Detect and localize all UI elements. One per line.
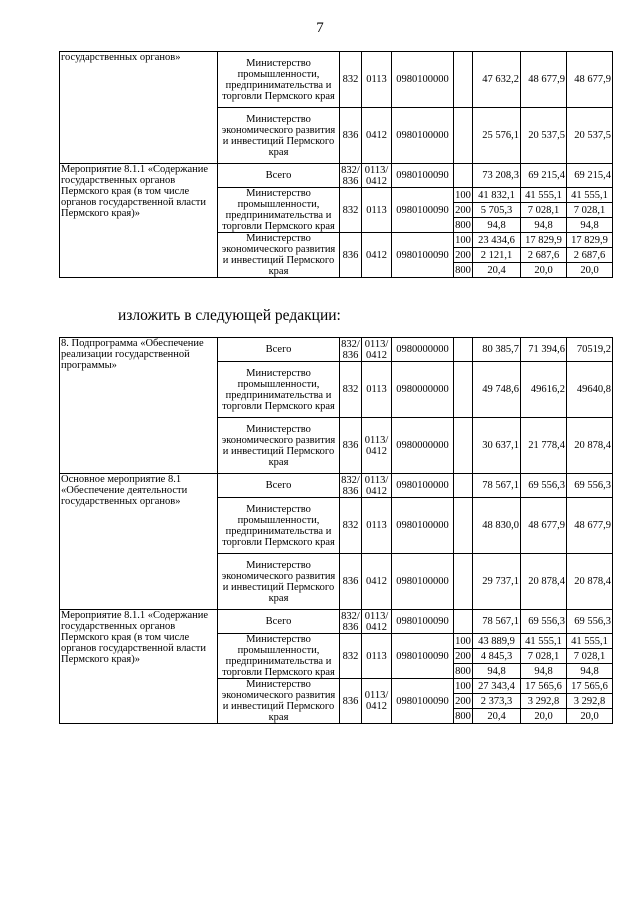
- budget-table-new: [59, 337, 613, 724]
- grbs-cell: 832/ 836: [341, 474, 360, 497]
- table-row: [60, 164, 613, 188]
- executor-cell: Всего: [218, 164, 340, 188]
- grbs-cell: 832: [340, 634, 362, 679]
- section-cell: 0412: [362, 108, 392, 164]
- grbs-cell: 832: [340, 52, 362, 108]
- expense-type-cell: 200: [455, 249, 471, 261]
- target-article-cell: 0980100090: [392, 634, 454, 679]
- section-cell: 0113: [362, 362, 392, 418]
- executor-cell: Министерство экономического развития и инвестиций Пермского края: [218, 108, 340, 164]
- grbs-cell: 836: [340, 554, 362, 610]
- amount-year1-cell: 41 832,1: [473, 188, 521, 203]
- table-row: [60, 52, 613, 108]
- amount-year2-cell: 20,0: [521, 263, 567, 278]
- amount-year3-cell: 20 878,4: [567, 418, 613, 474]
- expense-type-cell: 100: [455, 189, 471, 201]
- program-name-cell: Мероприятие 8.1.1 «Содержание государственных органов Пермского края (в том числе органов государственной власти Пермского края)»: [60, 164, 218, 278]
- amount-year2-cell: 17 829,9: [521, 233, 567, 248]
- amount-year1-cell: 2 373,3: [473, 694, 521, 709]
- amount-year1-cell: 78 567,1: [473, 474, 521, 498]
- amount-year1-cell: 25 576,1: [473, 108, 521, 164]
- target-article-cell: 0980100090: [392, 610, 454, 634]
- amount-year2-cell: 2 687,6: [521, 248, 567, 263]
- section-cell: 0113/ 0412: [362, 418, 392, 474]
- target-article-cell: 0980100000: [392, 498, 454, 554]
- grbs-cell: 836: [340, 108, 362, 164]
- program-name-cell: Основное мероприятие 8.1 «Обеспечение деятельности государственных органов»: [60, 474, 218, 610]
- amount-year1-cell: 23 434,6: [473, 233, 521, 248]
- expense-type-cell: 100: [455, 234, 471, 246]
- target-article-cell: 0980100090: [392, 188, 454, 233]
- expense-type-cell: [454, 108, 473, 164]
- expense-type-cell: [454, 554, 473, 610]
- section-cell: 0113/ 0412: [362, 474, 392, 498]
- amount-year2-cell: 17 565,6: [521, 679, 567, 694]
- target-article-cell: 0980100000: [392, 108, 454, 164]
- expense-type-cell: 800: [455, 264, 471, 276]
- amount-year1-cell: 43 889,9: [473, 634, 521, 649]
- amount-year3-cell: 41 555,1: [567, 188, 613, 203]
- amount-year2-cell: 94,8: [521, 664, 567, 679]
- grbs-cell: 836: [340, 679, 362, 724]
- executor-cell: Министерство экономического развития и инвестиций Пермского края: [218, 554, 340, 610]
- expense-type-cell: [454, 52, 473, 108]
- target-article-cell: 0980100000: [392, 474, 454, 498]
- target-article-cell: 0980100090: [392, 164, 454, 188]
- amount-year3-cell: 17 829,9: [567, 233, 613, 248]
- expense-type-cell: 800: [455, 710, 471, 722]
- target-article-cell: 0980000000: [392, 338, 454, 362]
- expense-type-cell: 200: [455, 204, 471, 216]
- expense-type-cell: 100: [455, 635, 471, 647]
- amount-year2-cell: 3 292,8: [521, 694, 567, 709]
- program-name-cell: Мероприятие 8.1.1 «Содержание государственных органов Пермского края (в том числе органов государственной власти Пермского края)»: [60, 610, 218, 724]
- budget-table-old: [59, 51, 613, 278]
- amount-year3-cell: 69 556,3: [567, 610, 613, 634]
- grbs-cell: 832/ 836: [341, 610, 360, 633]
- target-article-cell: 0980000000: [392, 362, 454, 418]
- amount-year1-cell: 20,4: [473, 709, 521, 724]
- amount-year2-cell: 20,0: [521, 709, 567, 724]
- amount-year1-cell: 29 737,1: [473, 554, 521, 610]
- amount-year3-cell: 94,8: [567, 664, 613, 679]
- amount-year1-cell: 2 121,1: [473, 248, 521, 263]
- section-cell: 0412: [362, 554, 392, 610]
- amount-year2-cell: 48 677,9: [521, 498, 567, 554]
- amount-year1-cell: 48 830,0: [473, 498, 521, 554]
- amount-year3-cell: 48 677,9: [567, 498, 613, 554]
- program-name-cell: государственных органов»: [60, 52, 218, 164]
- amount-year3-cell: 70519,2: [567, 338, 613, 362]
- section-cell: 0113/ 0412: [362, 164, 392, 188]
- table-row: [60, 610, 613, 634]
- executor-cell: Министерство промышленности, предпринимательства и торговли Пермского края: [218, 498, 340, 554]
- amount-year3-cell: 69 215,4: [567, 164, 613, 188]
- target-article-cell: 0980100000: [392, 554, 454, 610]
- intro-text: изложить в следующей редакции:: [118, 307, 341, 324]
- table-row: [60, 474, 613, 498]
- executor-cell: Министерство промышленности, предпринимательства и торговли Пермского края: [218, 188, 340, 233]
- table2-body: [60, 338, 613, 724]
- section-cell: 0113: [362, 52, 392, 108]
- amount-year1-cell: 94,8: [473, 218, 521, 233]
- grbs-cell: 832/ 836: [341, 338, 360, 361]
- amount-year2-cell: 69 556,3: [521, 610, 567, 634]
- amount-year2-cell: 20 878,4: [521, 554, 567, 610]
- expense-type-cell: [454, 418, 473, 474]
- amount-year3-cell: 2 687,6: [567, 248, 613, 263]
- amount-year3-cell: 17 565,6: [567, 679, 613, 694]
- executor-cell: Министерство промышленности, предпринимательства и торговли Пермского края: [218, 362, 340, 418]
- executor-cell: Министерство экономического развития и инвестиций Пермского края: [218, 679, 340, 724]
- amount-year1-cell: 20,4: [473, 263, 521, 278]
- amount-year2-cell: 69 556,3: [521, 474, 567, 498]
- executor-cell: Всего: [218, 610, 340, 634]
- section-cell: 0412: [362, 233, 392, 278]
- executor-cell: Всего: [218, 474, 340, 498]
- expense-type-cell: 200: [455, 695, 471, 707]
- grbs-cell: 832/ 836: [341, 164, 360, 187]
- amount-year3-cell: 7 028,1: [567, 649, 613, 664]
- amount-year3-cell: 41 555,1: [567, 634, 613, 649]
- grbs-cell: 832: [340, 188, 362, 233]
- expense-type-cell: 100: [455, 680, 471, 692]
- target-article-cell: 0980100000: [392, 52, 454, 108]
- expense-type-cell: 200: [455, 650, 471, 662]
- amount-year1-cell: 27 343,4: [473, 679, 521, 694]
- executor-cell: Министерство промышленности, предпринимательства и торговли Пермского края: [218, 634, 340, 679]
- amount-year3-cell: 69 556,3: [567, 474, 613, 498]
- amount-year1-cell: 30 637,1: [473, 418, 521, 474]
- expense-type-cell: [454, 498, 473, 554]
- grbs-cell: 836: [340, 418, 362, 474]
- amount-year2-cell: 7 028,1: [521, 649, 567, 664]
- executor-cell: Министерство промышленности, предпринимательства и торговли Пермского края: [218, 52, 340, 108]
- amount-year3-cell: 20,0: [567, 709, 613, 724]
- executor-cell: Всего: [218, 338, 340, 362]
- grbs-cell: 832: [340, 498, 362, 554]
- amount-year2-cell: 41 555,1: [521, 634, 567, 649]
- section-cell: 0113/ 0412: [362, 338, 392, 362]
- section-cell: 0113: [362, 498, 392, 554]
- section-cell: 0113: [362, 634, 392, 679]
- expense-type-cell: [454, 164, 473, 188]
- expense-type-cell: 800: [455, 219, 471, 231]
- amount-year2-cell: 20 537,5: [521, 108, 567, 164]
- expense-type-cell: [454, 610, 473, 634]
- amount-year2-cell: 94,8: [521, 218, 567, 233]
- amount-year2-cell: 21 778,4: [521, 418, 567, 474]
- expense-type-cell: 800: [455, 665, 471, 677]
- grbs-cell: 832: [340, 362, 362, 418]
- amount-year2-cell: 71 394,6: [521, 338, 567, 362]
- amount-year3-cell: 20 537,5: [567, 108, 613, 164]
- amount-year2-cell: 69 215,4: [521, 164, 567, 188]
- expense-type-cell: [454, 474, 473, 498]
- section-cell: 0113/ 0412: [362, 610, 392, 634]
- amount-year1-cell: 47 632,2: [473, 52, 521, 108]
- amount-year3-cell: 20,0: [567, 263, 613, 278]
- amount-year3-cell: 94,8: [567, 218, 613, 233]
- amount-year3-cell: 7 028,1: [567, 203, 613, 218]
- amount-year1-cell: 4 845,3: [473, 649, 521, 664]
- amount-year3-cell: 20 878,4: [567, 554, 613, 610]
- amount-year1-cell: 73 208,3: [473, 164, 521, 188]
- expense-type-cell: [454, 362, 473, 418]
- expense-type-cell: [454, 338, 473, 362]
- amount-year2-cell: 49616,2: [521, 362, 567, 418]
- amount-year3-cell: 3 292,8: [567, 694, 613, 709]
- executor-cell: Министерство экономического развития и инвестиций Пермского края: [218, 233, 340, 278]
- amount-year1-cell: 94,8: [473, 664, 521, 679]
- amount-year1-cell: 5 705,3: [473, 203, 521, 218]
- page-number: 7: [316, 20, 324, 36]
- table-row: [60, 338, 613, 362]
- table1-body: [60, 52, 613, 278]
- target-article-cell: 0980100090: [392, 233, 454, 278]
- amount-year1-cell: 78 567,1: [473, 610, 521, 634]
- target-article-cell: 0980000000: [392, 418, 454, 474]
- amount-year1-cell: 80 385,7: [473, 338, 521, 362]
- executor-cell: Министерство экономического развития и инвестиций Пермского края: [218, 418, 340, 474]
- amount-year1-cell: 49 748,6: [473, 362, 521, 418]
- section-cell: 0113: [362, 188, 392, 233]
- amount-year3-cell: 48 677,9: [567, 52, 613, 108]
- amount-year2-cell: 41 555,1: [521, 188, 567, 203]
- program-name-cell: 8. Подпрограмма «Обеспечение реализации государственной программы»: [60, 338, 218, 474]
- target-article-cell: 0980100090: [392, 679, 454, 724]
- grbs-cell: 836: [340, 233, 362, 278]
- section-cell: 0113/ 0412: [362, 679, 392, 724]
- amount-year2-cell: 48 677,9: [521, 52, 567, 108]
- amount-year3-cell: 49640,8: [567, 362, 613, 418]
- amount-year2-cell: 7 028,1: [521, 203, 567, 218]
